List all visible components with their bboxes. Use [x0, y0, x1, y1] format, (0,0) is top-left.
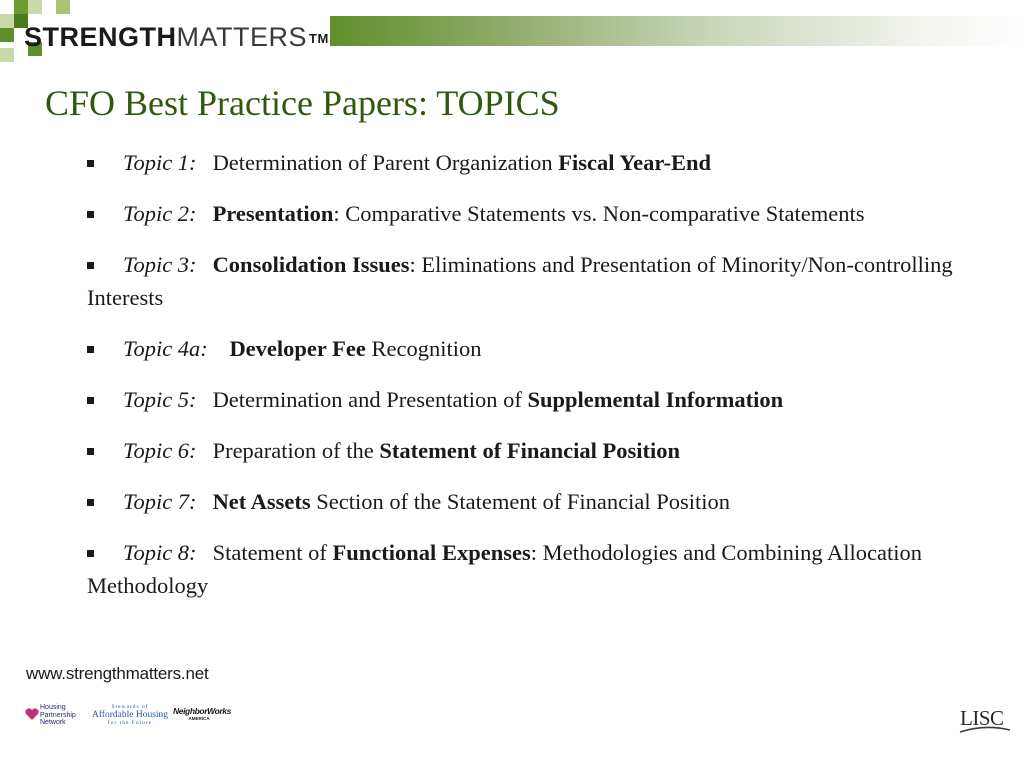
square-bullet-icon [87, 397, 94, 404]
topic-label: Topic 3: [123, 252, 197, 277]
topic-emphasis-text: Functional Expenses [332, 540, 531, 565]
topic-label: Topic 5: [123, 387, 197, 412]
square-bullet-icon [87, 211, 94, 218]
topic-item [87, 197, 1002, 230]
stewards-top-text: Stewards of [111, 704, 149, 710]
topic-item [87, 536, 1002, 602]
topic-text: : Comparative Statements vs. Non-comparative Statements [333, 201, 865, 226]
topic-label: Topic 6: [123, 438, 197, 463]
stewards-affordable-housing-logo [90, 704, 170, 728]
logo-strength-text: STRENGTH [24, 22, 177, 52]
lisc-text: LISC [960, 706, 1004, 730]
topic-emphasis-text: Consolidation Issues [212, 252, 410, 277]
page-title: CFO Best Practice Papers: TOPICS [45, 83, 560, 123]
topic-emphasis-text: Developer Fee [229, 336, 366, 361]
topic-emphasis-text: Fiscal Year-End [558, 150, 711, 175]
topic-label: Topic 2: [123, 201, 197, 226]
logo-matters-text: MATTERS [176, 22, 307, 52]
neighborworks-sub-text: AMERICA [188, 716, 210, 721]
logo-trademark: TM [309, 31, 329, 46]
square-bullet-icon [87, 346, 94, 353]
hpn-line-3: Network [40, 719, 66, 726]
header-gradient-band [330, 16, 1024, 46]
topic-label: Topic 4a: [123, 336, 208, 361]
topic-emphasis-text: Presentation [212, 201, 334, 226]
hpn-text [40, 704, 76, 727]
neighborworks-text: NeighborWorks [173, 706, 231, 716]
lisc-logo [958, 706, 1012, 734]
stewards-mid-text: Affordable Housing [91, 710, 169, 720]
topic-list [87, 146, 1002, 620]
header-bar [0, 0, 1024, 62]
lisc-swoosh-icon [958, 706, 1012, 734]
topic-text: Determination of Parent Organization [212, 150, 559, 175]
square-bullet-icon [87, 160, 94, 167]
topic-item [87, 485, 1002, 518]
topic-item [87, 434, 1002, 467]
website-url[interactable]: www.strengthmatters.net [26, 664, 209, 683]
square-bullet-icon [87, 262, 94, 269]
topic-text: : Eliminations and Presentation of Minority/Non-controlling Interests [87, 252, 953, 310]
square-bullet-icon [87, 448, 94, 455]
topic-item [87, 248, 1002, 314]
topic-text: Statement of [212, 540, 333, 565]
topic-text: Determination and Presentation of [212, 387, 528, 412]
topic-item [87, 332, 1002, 365]
topic-text: Preparation of the [212, 438, 380, 463]
topic-emphasis-text: Net Assets [212, 489, 311, 514]
topic-item [87, 146, 1002, 179]
topic-text: Recognition [365, 336, 482, 361]
topic-text: Section of the Statement of Financial Position [310, 489, 730, 514]
topic-label: Topic 8: [123, 540, 197, 565]
topic-item [87, 383, 1002, 416]
neighborworks-logo [173, 706, 231, 726]
housing-partnership-network-logo [24, 704, 84, 728]
square-bullet-icon [87, 550, 94, 557]
stewards-bottom-text: for the Future [107, 720, 153, 726]
square-bullet-icon [87, 499, 94, 506]
topic-text: : Methodologies and Combining Allocation Methodology [87, 540, 922, 598]
hpn-line-2: Partnership [40, 711, 76, 719]
topic-label: Topic 7: [123, 489, 197, 514]
hpn-line-1: Housing [40, 704, 66, 711]
hpn-heart-icon [24, 706, 40, 722]
strengthmatters-logo [24, 22, 329, 52]
topic-emphasis-text: Supplemental Information [527, 387, 784, 412]
topic-label: Topic 1: [123, 150, 197, 175]
topic-emphasis-text: Statement of Financial Position [379, 438, 680, 463]
